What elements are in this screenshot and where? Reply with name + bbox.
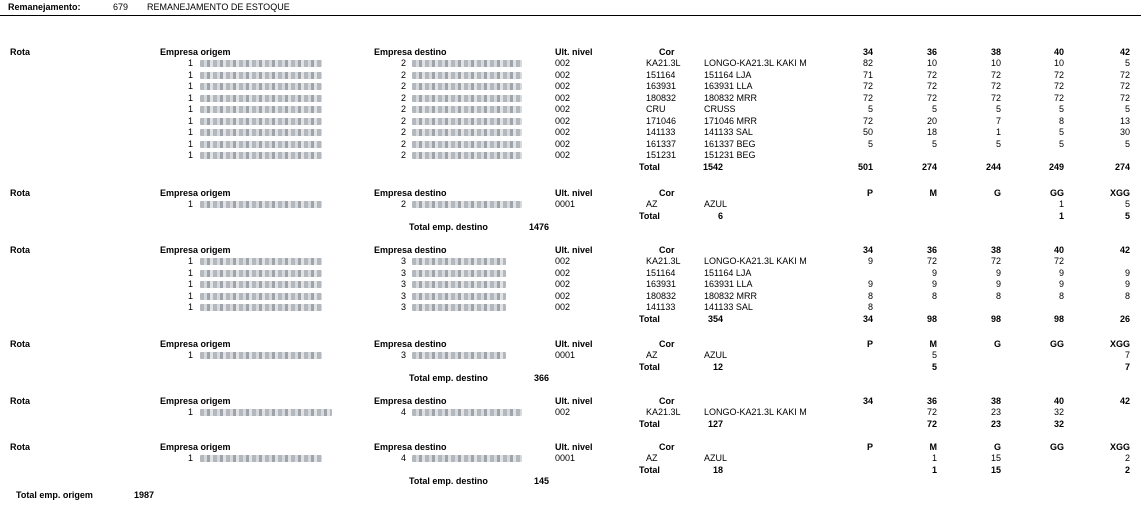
col-rota-header: Rota	[10, 396, 30, 406]
qty: 50	[862, 127, 873, 137]
qty: 9	[931, 279, 937, 289]
cor-desc: 151231 BEG	[704, 150, 756, 160]
origem-code: 1	[188, 302, 194, 312]
origem-code: 1	[188, 104, 194, 114]
size-total: 244	[985, 161, 1001, 172]
ult-nivel: 002	[555, 58, 571, 68]
col-ult-nivel-header: Ult. nivel	[555, 339, 593, 349]
cor-desc: 180832 MRR	[704, 92, 758, 103]
cor-code: AZ	[646, 350, 658, 360]
size-total: 98	[1053, 313, 1064, 324]
origem-code: 1	[188, 150, 194, 160]
cor-desc: 151164 LJA	[704, 267, 752, 278]
ult-nivel: 002	[555, 127, 571, 137]
size-header: P	[866, 339, 873, 349]
destino-code: 2	[401, 104, 407, 114]
qty: 8	[1124, 290, 1130, 301]
size-total: 72	[926, 418, 937, 429]
ult-nivel: 002	[555, 407, 571, 417]
size-header: 38	[990, 396, 1001, 406]
qty: 7	[1124, 350, 1130, 360]
section-total-label: Total	[639, 464, 660, 475]
qty: 72	[926, 69, 937, 80]
size-total: 2	[1124, 464, 1130, 475]
col-rota-header: Rota	[10, 188, 30, 198]
destino-code: 2	[401, 138, 407, 149]
col-rota-header: Rota	[10, 339, 30, 349]
size-total: 249	[1048, 161, 1064, 172]
header-label: Remanejamento:	[8, 2, 81, 12]
cor-code: 163931	[646, 81, 677, 91]
ult-nivel: 0001	[555, 350, 576, 360]
size-header: 42	[1119, 396, 1130, 406]
qty: 5	[1058, 138, 1064, 149]
col-ult-nivel-header: Ult. nivel	[555, 245, 593, 255]
size-total: 5	[931, 361, 937, 372]
redacted-origem-name	[200, 152, 322, 159]
cor-code: 171046	[646, 115, 677, 126]
qty: 72	[862, 81, 873, 91]
col-origem-header: Empresa origem	[160, 396, 231, 406]
total-destino-value: 145	[533, 475, 549, 486]
size-total: 274	[921, 161, 937, 172]
origem-code: 1	[188, 127, 194, 137]
redacted-destino-name	[412, 118, 522, 125]
ult-nivel: 002	[555, 104, 571, 114]
origem-code: 1	[188, 69, 194, 80]
qty: 72	[1053, 81, 1064, 91]
cor-desc: 180832 MRR	[704, 290, 758, 301]
qty: 10	[990, 58, 1001, 68]
cor-desc: 151164 LJA	[704, 69, 752, 80]
size-header: 36	[926, 396, 937, 406]
cor-code: 180832	[646, 92, 677, 103]
col-origem-header: Empresa origem	[160, 245, 231, 255]
col-destino-header: Empresa destino	[374, 442, 447, 452]
origem-code: 1	[188, 290, 194, 301]
cor-code: KA21.3L	[646, 407, 681, 417]
origem-code: 1	[188, 138, 194, 149]
qty: 72	[990, 256, 1001, 266]
origem-code: 1	[188, 81, 194, 91]
redacted-origem-name	[200, 60, 322, 67]
redacted-destino-name	[412, 72, 522, 79]
qty: 10	[926, 58, 937, 68]
cor-code: 141133	[646, 127, 676, 137]
col-destino-header: Empresa destino	[374, 188, 447, 198]
qty: 32	[1053, 407, 1064, 417]
qty: 5	[931, 138, 937, 149]
redacted-destino-name	[412, 409, 522, 416]
total-destino-label: Total emp. destino	[409, 221, 488, 232]
ult-nivel: 0001	[555, 199, 576, 209]
qty: 72	[990, 69, 1001, 80]
qty: 72	[862, 115, 873, 126]
destino-code: 2	[401, 92, 407, 103]
destino-code: 2	[401, 58, 407, 68]
col-origem-header: Empresa origem	[160, 442, 231, 452]
ult-nivel: 002	[555, 302, 571, 312]
destino-code: 3	[401, 290, 407, 301]
origem-code: 1	[188, 199, 194, 209]
qty: 82	[862, 58, 873, 68]
size-total: 5	[1124, 210, 1130, 221]
destino-code: 3	[401, 302, 407, 312]
origem-code: 1	[188, 267, 194, 278]
col-origem-header: Empresa origem	[160, 339, 231, 349]
redacted-destino-name	[412, 304, 506, 311]
col-ult-nivel-header: Ult. nivel	[555, 47, 593, 57]
section-total-value: 1542	[702, 161, 723, 172]
size-total: 32	[1053, 418, 1064, 429]
size-total: 98	[926, 313, 937, 324]
qty: 5	[995, 104, 1001, 114]
redacted-origem-name	[200, 293, 322, 300]
total-destino-value: 366	[533, 372, 549, 383]
section-total-label: Total	[639, 210, 660, 221]
origem-code: 1	[188, 350, 194, 360]
qty: 8	[867, 302, 873, 312]
col-rota-header: Rota	[10, 245, 30, 255]
cor-code: AZ	[646, 453, 658, 463]
redacted-destino-name	[412, 60, 522, 67]
qty: 5	[1124, 199, 1130, 209]
cor-code: 151164	[646, 267, 676, 278]
redacted-origem-name	[200, 106, 322, 113]
redacted-destino-name	[412, 352, 506, 359]
destino-code: 2	[401, 199, 407, 209]
col-origem-header: Empresa origem	[160, 188, 231, 198]
ult-nivel: 002	[555, 279, 571, 289]
redacted-origem-name	[200, 95, 322, 102]
section-total-value: 354	[707, 313, 723, 324]
size-header: XGG	[1109, 339, 1130, 349]
size-total: 15	[990, 464, 1001, 475]
qty: 9	[1058, 279, 1064, 289]
qty: 2	[1124, 453, 1130, 463]
cor-desc: AZUL	[704, 199, 728, 209]
ult-nivel: 002	[555, 81, 571, 91]
origem-code: 1	[188, 115, 194, 126]
col-cor-header: Cor	[659, 47, 675, 57]
total-destino-label: Total emp. destino	[409, 372, 488, 383]
cor-desc: 161337 BEG	[704, 138, 756, 149]
size-header: 34	[862, 245, 873, 255]
col-cor-header: Cor	[659, 396, 675, 406]
qty: 72	[1053, 92, 1064, 103]
qty: 9	[867, 256, 873, 266]
qty: 5	[1124, 58, 1130, 68]
size-header: P	[866, 188, 873, 198]
origem-code: 1	[188, 279, 194, 289]
redacted-destino-name	[412, 95, 522, 102]
section-total-label: Total	[639, 313, 660, 324]
size-header: 36	[926, 47, 937, 57]
cor-code: AZ	[646, 199, 658, 209]
redacted-destino-name	[412, 152, 522, 159]
col-destino-header: Empresa destino	[374, 339, 447, 349]
size-header: XGG	[1109, 442, 1130, 452]
cor-code: CRU	[646, 104, 666, 114]
section-total-value: 18	[712, 464, 723, 475]
col-destino-header: Empresa destino	[374, 396, 447, 406]
qty: 1	[995, 127, 1001, 137]
redacted-origem-name	[200, 118, 322, 125]
qty: 10	[1053, 58, 1064, 68]
size-total: 23	[990, 418, 1001, 429]
destino-code: 2	[401, 115, 407, 126]
qty: 1	[1058, 199, 1064, 209]
destino-code: 2	[401, 69, 407, 80]
qty: 1	[931, 453, 937, 463]
qty: 8	[931, 290, 937, 301]
destino-code: 4	[401, 453, 407, 463]
qty: 9	[1058, 267, 1064, 278]
ult-nivel: 0001	[555, 453, 576, 463]
destino-code: 2	[401, 81, 407, 91]
qty: 72	[990, 92, 1001, 103]
size-header: 34	[862, 47, 873, 57]
redacted-destino-name	[412, 258, 506, 265]
cor-desc: AZUL	[704, 350, 728, 360]
size-header: M	[929, 188, 937, 198]
qty: 5	[1124, 104, 1130, 114]
qty: 9	[995, 279, 1001, 289]
qty: 72	[990, 81, 1001, 91]
redacted-origem-name	[200, 409, 332, 416]
qty: 9	[867, 279, 873, 289]
origem-code: 1	[188, 407, 194, 417]
qty: 5	[931, 104, 937, 114]
redacted-origem-name	[200, 141, 322, 148]
col-rota-header: Rota	[10, 47, 30, 57]
size-total: 98	[990, 313, 1001, 324]
size-total: 1	[931, 464, 937, 475]
total-destino-label: Total emp. destino	[409, 475, 488, 486]
destino-code: 2	[401, 127, 407, 137]
size-total: 1	[1058, 210, 1064, 221]
section-total-label: Total	[639, 161, 660, 172]
redacted-destino-name	[412, 83, 522, 90]
destino-code: 3	[401, 256, 407, 266]
col-origem-header: Empresa origem	[160, 47, 231, 57]
ult-nivel: 002	[555, 115, 571, 126]
qty: 8	[1058, 290, 1064, 301]
qty: 71	[862, 69, 873, 80]
qty: 72	[926, 92, 937, 103]
ult-nivel: 002	[555, 267, 571, 278]
redacted-destino-name	[412, 270, 506, 277]
size-header: 36	[926, 245, 937, 255]
qty: 30	[1119, 127, 1130, 137]
size-total: 26	[1119, 313, 1130, 324]
cor-code: 180832	[646, 290, 677, 301]
qty: 5	[931, 350, 937, 360]
cor-desc: 163931 LLA	[704, 81, 753, 91]
size-header: M	[929, 339, 937, 349]
qty: 9	[1124, 279, 1130, 289]
qty: 5	[1124, 138, 1130, 149]
cor-desc: LONGO-KA21.3L KAKI M	[704, 256, 807, 266]
origem-code: 1	[188, 92, 194, 103]
qty: 5	[1058, 104, 1064, 114]
qty: 72	[926, 407, 937, 417]
size-header: 42	[1119, 47, 1130, 57]
section-total-label: Total	[639, 418, 660, 429]
ult-nivel: 002	[555, 290, 571, 301]
cor-desc: CRUSS	[704, 104, 736, 114]
qty: 9	[995, 267, 1001, 278]
qty: 72	[862, 92, 873, 103]
cor-code: KA21.3L	[646, 256, 681, 266]
cor-desc: LONGO-KA21.3L KAKI M	[704, 58, 807, 68]
ult-nivel: 002	[555, 256, 571, 266]
qty: 7	[995, 115, 1001, 126]
size-header: G	[993, 339, 1001, 349]
origem-code: 1	[188, 256, 194, 266]
col-ult-nivel-header: Ult. nivel	[555, 442, 593, 452]
qty: 5	[995, 138, 1001, 149]
origem-code: 1	[188, 58, 194, 68]
cor-desc: 141133 SAL	[704, 302, 753, 312]
size-total: 34	[862, 313, 873, 324]
col-cor-header: Cor	[659, 442, 675, 452]
header-number: 679	[113, 2, 129, 12]
qty: 72	[1119, 92, 1130, 103]
size-header: GG	[1049, 339, 1064, 349]
size-header: 42	[1119, 245, 1130, 255]
total-origem-value: 1987	[134, 490, 155, 500]
origem-code: 1	[188, 453, 194, 463]
col-destino-header: Empresa destino	[374, 47, 447, 57]
col-ult-nivel-header: Ult. nivel	[555, 396, 593, 406]
qty: 72	[1053, 256, 1064, 266]
size-header: 40	[1053, 396, 1064, 406]
redacted-origem-name	[200, 72, 322, 79]
qty: 20	[926, 115, 937, 126]
cor-code: 151231	[646, 150, 677, 160]
size-header: 40	[1053, 47, 1064, 57]
redacted-destino-name	[412, 129, 522, 136]
cor-code: 141133	[646, 302, 676, 312]
qty: 13	[1119, 115, 1130, 126]
cor-desc: LONGO-KA21.3L KAKI M	[704, 407, 807, 417]
section-total-label: Total	[639, 361, 660, 372]
ult-nivel: 002	[555, 138, 571, 149]
col-destino-header: Empresa destino	[374, 245, 447, 255]
redacted-origem-name	[200, 304, 322, 311]
size-header: XGG	[1109, 188, 1130, 198]
qty: 72	[926, 81, 937, 91]
ult-nivel: 002	[555, 150, 571, 160]
redacted-origem-name	[200, 258, 322, 265]
qty: 15	[990, 453, 1001, 463]
qty: 23	[990, 407, 1001, 417]
destino-code: 3	[401, 267, 407, 278]
cor-code: 161337	[646, 138, 677, 149]
size-header: 38	[990, 47, 1001, 57]
total-origem-label: Total emp. origem	[16, 490, 93, 500]
size-header: 40	[1053, 245, 1064, 255]
cor-code: 151164	[646, 69, 676, 80]
total-destino-value: 1476	[528, 221, 549, 232]
size-header: P	[866, 442, 873, 452]
qty: 72	[1119, 81, 1130, 91]
size-header: G	[993, 188, 1001, 198]
redacted-origem-name	[200, 83, 322, 90]
col-cor-header: Cor	[659, 339, 675, 349]
qty: 72	[1119, 69, 1130, 80]
redacted-destino-name	[412, 281, 506, 288]
section-total-value: 127	[707, 418, 723, 429]
cor-desc: AZUL	[704, 453, 728, 463]
redacted-destino-name	[412, 106, 522, 113]
qty: 8	[995, 290, 1001, 301]
size-total: 274	[1114, 161, 1130, 172]
header-title: REMANEJAMENTO DE ESTOQUE	[147, 2, 290, 12]
qty: 72	[1053, 69, 1064, 80]
cor-desc: 141133 SAL	[704, 127, 753, 137]
size-total: 501	[857, 161, 873, 172]
redacted-origem-name	[200, 270, 322, 277]
qty: 8	[867, 290, 873, 301]
redacted-destino-name	[412, 201, 522, 208]
qty: 9	[1124, 267, 1130, 278]
size-header: GG	[1049, 442, 1064, 452]
header-divider	[0, 15, 1141, 16]
qty: 72	[926, 256, 937, 266]
redacted-origem-name	[200, 455, 322, 462]
size-header: G	[993, 442, 1001, 452]
destino-code: 2	[401, 150, 407, 160]
col-rota-header: Rota	[10, 442, 30, 452]
ult-nivel: 002	[555, 92, 571, 103]
destino-code: 3	[401, 279, 407, 289]
size-header: M	[929, 442, 937, 452]
cor-code: KA21.3L	[646, 58, 681, 68]
redacted-origem-name	[200, 281, 322, 288]
section-total-value: 6	[717, 210, 723, 221]
size-total: 7	[1124, 361, 1130, 372]
cor-desc: 171046 MRR	[704, 115, 758, 126]
redacted-origem-name	[200, 352, 322, 359]
qty: 9	[931, 267, 937, 278]
size-header: GG	[1049, 188, 1064, 198]
redacted-origem-name	[200, 129, 322, 136]
section-total-value: 12	[712, 361, 723, 372]
redacted-destino-name	[412, 293, 506, 300]
size-header: 34	[862, 396, 873, 406]
qty: 5	[867, 138, 873, 149]
col-cor-header: Cor	[659, 188, 675, 198]
qty: 8	[1058, 115, 1064, 126]
cor-desc: 163931 LLA	[704, 279, 753, 289]
destino-code: 3	[401, 350, 407, 360]
cor-code: 163931	[646, 279, 677, 289]
qty: 5	[1058, 127, 1064, 137]
col-ult-nivel-header: Ult. nivel	[555, 188, 593, 198]
ult-nivel: 002	[555, 69, 571, 80]
redacted-origem-name	[200, 201, 322, 208]
redacted-destino-name	[412, 141, 522, 148]
destino-code: 4	[401, 407, 407, 417]
qty: 18	[926, 127, 937, 137]
size-header: 38	[990, 245, 1001, 255]
col-cor-header: Cor	[659, 245, 675, 255]
qty: 5	[867, 104, 873, 114]
redacted-destino-name	[412, 455, 522, 462]
